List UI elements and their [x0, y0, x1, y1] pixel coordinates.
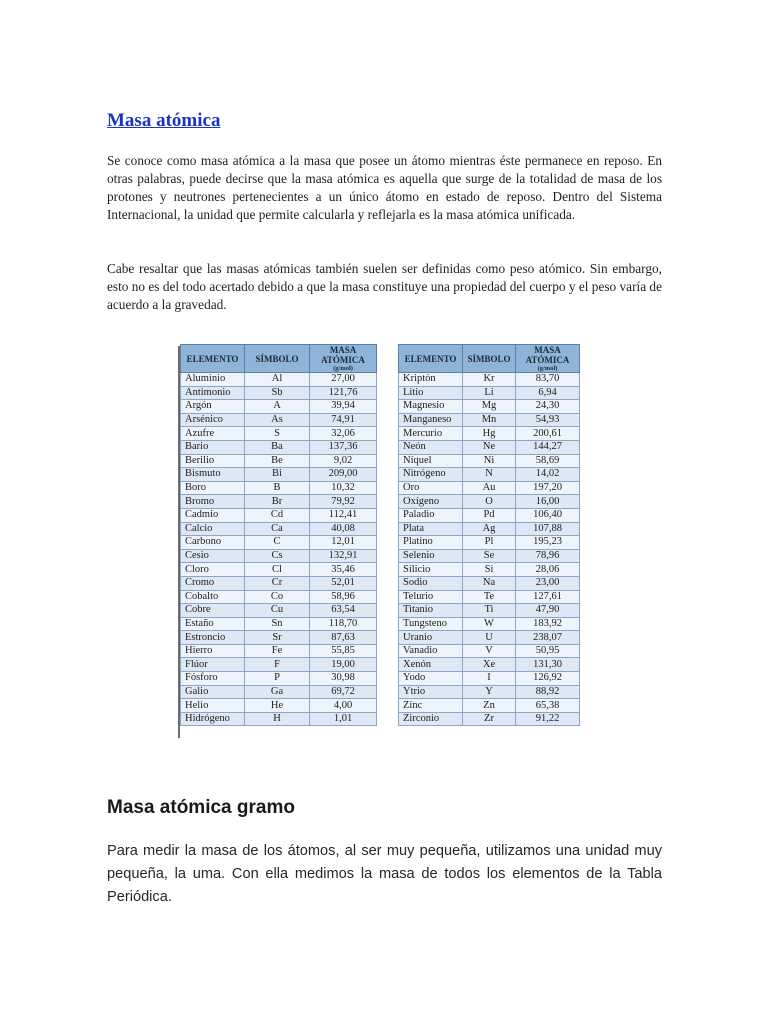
table-row — [399, 604, 580, 618]
atomic-mass-cell: 52,01 — [310, 576, 377, 590]
header-mass-label: MASA ATÓMICA — [321, 345, 365, 365]
element-name-cell: Calcio — [181, 522, 245, 536]
element-symbol-cell: V — [463, 644, 516, 658]
atomic-mass-cell: 121,76 — [310, 386, 377, 400]
table-row — [399, 508, 580, 522]
element-name-cell: Cadmio — [181, 508, 245, 522]
element-name-cell: Paladio — [399, 508, 463, 522]
table-row — [399, 563, 580, 577]
table-row — [399, 522, 580, 536]
table-row — [181, 427, 377, 441]
element-name-cell: Níquel — [399, 454, 463, 468]
element-name-cell: Cobre — [181, 604, 245, 618]
atomic-mass-cell: 238,07 — [516, 631, 580, 645]
element-name-cell: Zinc — [399, 699, 463, 713]
table-row — [181, 386, 377, 400]
table-row — [181, 400, 377, 414]
element-name-cell: Arsénico — [181, 413, 245, 427]
element-symbol-cell: Pl — [463, 536, 516, 550]
atomic-mass-cell: 39,94 — [310, 400, 377, 414]
element-name-cell: Bismuto — [181, 468, 245, 482]
table-row — [399, 658, 580, 672]
element-symbol-cell: Ga — [245, 685, 310, 699]
element-symbol-cell: Ni — [463, 454, 516, 468]
table-row — [399, 495, 580, 509]
element-symbol-cell: Ti — [463, 604, 516, 618]
table-row — [181, 373, 377, 387]
table-row — [399, 631, 580, 645]
section-title-link[interactable]: Masa atómica — [107, 110, 221, 131]
table-row — [399, 427, 580, 441]
element-name-cell: Cobalto — [181, 590, 245, 604]
table-row — [181, 576, 377, 590]
table-row — [181, 549, 377, 563]
element-name-cell: Hierro — [181, 644, 245, 658]
atomic-mass-cell: 87,63 — [310, 631, 377, 645]
atomic-mass-cell: 28,06 — [516, 563, 580, 577]
table-row — [181, 672, 377, 686]
atomic-mass-cell: 12,01 — [310, 536, 377, 550]
element-name-cell: Carbono — [181, 536, 245, 550]
element-name-cell: Nitrógeno — [399, 468, 463, 482]
table-row — [181, 631, 377, 645]
header-symbol: SÍMBOLO — [463, 345, 516, 373]
element-name-cell: Uranio — [399, 631, 463, 645]
element-symbol-cell: Cl — [245, 563, 310, 577]
table-row — [399, 590, 580, 604]
element-symbol-cell: Cs — [245, 549, 310, 563]
element-name-cell: Oxígeno — [399, 495, 463, 509]
table-row — [399, 440, 580, 454]
element-name-cell: Silicio — [399, 563, 463, 577]
element-symbol-cell: B — [245, 481, 310, 495]
element-symbol-cell: Cd — [245, 508, 310, 522]
atomic-mass-cell: 47,90 — [516, 604, 580, 618]
atomic-mass-cell: 23,00 — [516, 576, 580, 590]
header-mass — [516, 345, 580, 373]
table-row — [399, 576, 580, 590]
element-symbol-cell: U — [463, 631, 516, 645]
element-name-cell: Estroncio — [181, 631, 245, 645]
atomic-mass-cell: 69,72 — [310, 685, 377, 699]
section-heading: Masa atómica gramo — [107, 797, 295, 818]
atomic-mass-cell: 10,32 — [310, 481, 377, 495]
element-symbol-cell: Mg — [463, 400, 516, 414]
element-symbol-cell: Co — [245, 590, 310, 604]
element-symbol-cell: A — [245, 400, 310, 414]
atomic-mass-cell: 83,70 — [516, 373, 580, 387]
table-row — [399, 699, 580, 713]
element-name-cell: Antimonio — [181, 386, 245, 400]
element-symbol-cell: Xe — [463, 658, 516, 672]
element-name-cell: Bromo — [181, 495, 245, 509]
table-row — [181, 658, 377, 672]
element-symbol-cell: Sr — [245, 631, 310, 645]
element-symbol-cell: O — [463, 495, 516, 509]
table-row — [181, 604, 377, 618]
atomic-mass-cell: 50,95 — [516, 644, 580, 658]
atomic-mass-cell: 126,92 — [516, 672, 580, 686]
element-symbol-cell: Au — [463, 481, 516, 495]
element-name-cell: Selenio — [399, 549, 463, 563]
table-row — [399, 400, 580, 414]
element-symbol-cell: Ag — [463, 522, 516, 536]
atomic-mass-cell: 6,94 — [516, 386, 580, 400]
element-symbol-cell: Ca — [245, 522, 310, 536]
atomic-mass-cell: 118,70 — [310, 617, 377, 631]
element-name-cell: Manganeso — [399, 413, 463, 427]
table-row — [181, 699, 377, 713]
atomic-mass-cell: 32,06 — [310, 427, 377, 441]
header-mass-label: MASA ATÓMICA — [525, 345, 570, 365]
atomic-mass-cell: 58,69 — [516, 454, 580, 468]
element-name-cell: Magnesio — [399, 400, 463, 414]
element-symbol-cell: H — [245, 712, 310, 726]
header-symbol: SÍMBOLO — [245, 345, 310, 373]
atomic-mass-cell: 137,36 — [310, 440, 377, 454]
element-name-cell: Zirconio — [399, 712, 463, 726]
element-symbol-cell: Be — [245, 454, 310, 468]
atomic-mass-cell: 209,00 — [310, 468, 377, 482]
element-symbol-cell: W — [463, 617, 516, 631]
element-name-cell: Neón — [399, 440, 463, 454]
atomic-mass-cell: 9,02 — [310, 454, 377, 468]
atomic-mass-table-left — [180, 344, 377, 726]
element-name-cell: Vanadio — [399, 644, 463, 658]
element-name-cell: Estaño — [181, 617, 245, 631]
table-row — [399, 413, 580, 427]
element-symbol-cell: Ne — [463, 440, 516, 454]
element-symbol-cell: Cr — [245, 576, 310, 590]
atomic-mass-cell: 63,54 — [310, 604, 377, 618]
element-symbol-cell: S — [245, 427, 310, 441]
element-name-cell: Boro — [181, 481, 245, 495]
element-name-cell: Platino — [399, 536, 463, 550]
atomic-mass-cell: 35,46 — [310, 563, 377, 577]
table-row — [399, 644, 580, 658]
atomic-mass-cell: 183,92 — [516, 617, 580, 631]
table-row — [399, 536, 580, 550]
table-row — [181, 454, 377, 468]
atomic-mass-cell: 58,96 — [310, 590, 377, 604]
element-name-cell: Mercurio — [399, 427, 463, 441]
element-name-cell: Aluminio — [181, 373, 245, 387]
uma-paragraph: Para medir la masa de los átomos, al ser muy pequeña, utilizamos una unidad muy pequeña, la uma. Con ella medimos la masa de todos los elementos de la Tabla Periódica. — [107, 843, 662, 905]
element-symbol-cell: He — [245, 699, 310, 713]
header-element: ELEMENTO — [181, 345, 245, 373]
table-row — [181, 563, 377, 577]
table-row — [181, 685, 377, 699]
atomic-mass-cell: 79,92 — [310, 495, 377, 509]
atomic-mass-cell: 55,85 — [310, 644, 377, 658]
atomic-mass-cell: 24,30 — [516, 400, 580, 414]
element-symbol-cell: Ba — [245, 440, 310, 454]
table-row — [181, 536, 377, 550]
element-name-cell: Xenón — [399, 658, 463, 672]
atomic-mass-cell: 91,22 — [516, 712, 580, 726]
element-symbol-cell: Al — [245, 373, 310, 387]
table-row — [181, 522, 377, 536]
element-symbol-cell: Mn — [463, 413, 516, 427]
element-symbol-cell: As — [245, 413, 310, 427]
note-paragraph: Cabe resaltar que las masas atómicas también suelen ser definidas como peso atómico. Sin embargo, esto no es del todo acertado debido a que la masa constituye una propiedad del cuerpo y el peso varía de acuerdo a la gravedad. — [107, 261, 662, 312]
table-row — [399, 386, 580, 400]
atomic-mass-cell: 195,23 — [516, 536, 580, 550]
element-name-cell: Kriptón — [399, 373, 463, 387]
element-name-cell: Berilio — [181, 454, 245, 468]
atomic-mass-table-right — [398, 344, 580, 726]
element-symbol-cell: I — [463, 672, 516, 686]
header-mass-unit: (g/mol) — [333, 365, 353, 372]
element-name-cell: Ytrio — [399, 685, 463, 699]
table-header-row — [399, 345, 580, 373]
table-row — [399, 685, 580, 699]
element-symbol-cell: Y — [463, 685, 516, 699]
atomic-mass-cell: 88,92 — [516, 685, 580, 699]
element-symbol-cell: Pd — [463, 508, 516, 522]
table-row — [399, 468, 580, 482]
atomic-mass-cell: 78,96 — [516, 549, 580, 563]
element-name-cell: Oro — [399, 481, 463, 495]
element-symbol-cell: Te — [463, 590, 516, 604]
table-row — [181, 495, 377, 509]
element-symbol-cell: Li — [463, 386, 516, 400]
table-body-right — [399, 373, 580, 726]
element-name-cell: Plata — [399, 522, 463, 536]
atomic-mass-cell: 106,40 — [516, 508, 580, 522]
element-name-cell: Telurio — [399, 590, 463, 604]
element-name-cell: Fósforo — [181, 672, 245, 686]
element-symbol-cell: Na — [463, 576, 516, 590]
table-row — [181, 712, 377, 726]
table-row — [181, 468, 377, 482]
element-symbol-cell: Zn — [463, 699, 516, 713]
element-name-cell: Tungsteno — [399, 617, 463, 631]
table-row — [181, 644, 377, 658]
element-symbol-cell: N — [463, 468, 516, 482]
atomic-mass-cell: 27,00 — [310, 373, 377, 387]
atomic-mass-cell: 131,30 — [516, 658, 580, 672]
table-row — [399, 454, 580, 468]
element-symbol-cell: Se — [463, 549, 516, 563]
atomic-mass-cell: 132,91 — [310, 549, 377, 563]
atomic-mass-cell: 19,00 — [310, 658, 377, 672]
header-mass-unit: (g/mol) — [537, 365, 558, 372]
atomic-mass-cell: 74,91 — [310, 413, 377, 427]
table-row — [181, 508, 377, 522]
element-symbol-cell: Cu — [245, 604, 310, 618]
table-body-left — [181, 373, 377, 726]
atomic-mass-cell: 200,61 — [516, 427, 580, 441]
element-symbol-cell: Hg — [463, 427, 516, 441]
table-row — [399, 549, 580, 563]
element-name-cell: Sodio — [399, 576, 463, 590]
table-row — [399, 481, 580, 495]
element-symbol-cell: Si — [463, 563, 516, 577]
element-symbol-cell: Br — [245, 495, 310, 509]
atomic-mass-cell: 65,38 — [516, 699, 580, 713]
atomic-mass-cell: 127,61 — [516, 590, 580, 604]
table-row — [399, 672, 580, 686]
element-name-cell: Galio — [181, 685, 245, 699]
atomic-mass-cell: 107,88 — [516, 522, 580, 536]
element-name-cell: Cromo — [181, 576, 245, 590]
element-name-cell: Bario — [181, 440, 245, 454]
atomic-mass-cell: 40,08 — [310, 522, 377, 536]
element-name-cell: Helio — [181, 699, 245, 713]
element-symbol-cell: Bi — [245, 468, 310, 482]
element-symbol-cell: Fe — [245, 644, 310, 658]
table-row — [399, 373, 580, 387]
element-symbol-cell: Kr — [463, 373, 516, 387]
atomic-mass-cell: 112,41 — [310, 508, 377, 522]
table-row — [181, 413, 377, 427]
element-name-cell: Argón — [181, 400, 245, 414]
atomic-mass-cell: 16,00 — [516, 495, 580, 509]
header-element: ELEMENTO — [399, 345, 463, 373]
element-symbol-cell: Sb — [245, 386, 310, 400]
table-row — [181, 481, 377, 495]
table-row — [181, 590, 377, 604]
table-row — [181, 617, 377, 631]
element-name-cell: Flúor — [181, 658, 245, 672]
atomic-mass-cell: 197,20 — [516, 481, 580, 495]
element-name-cell: Litio — [399, 386, 463, 400]
element-name-cell: Hidrógeno — [181, 712, 245, 726]
table-row — [399, 712, 580, 726]
table-row — [181, 440, 377, 454]
element-name-cell: Cloro — [181, 563, 245, 577]
element-name-cell: Cesio — [181, 549, 245, 563]
atomic-mass-cell: 4,00 — [310, 699, 377, 713]
atomic-mass-cell: 54,93 — [516, 413, 580, 427]
table-header-row — [181, 345, 377, 373]
element-symbol-cell: P — [245, 672, 310, 686]
element-name-cell: Yodo — [399, 672, 463, 686]
atomic-mass-cell: 30,98 — [310, 672, 377, 686]
element-symbol-cell: C — [245, 536, 310, 550]
element-name-cell: Azufre — [181, 427, 245, 441]
atomic-mass-cell: 14,02 — [516, 468, 580, 482]
atomic-mass-cell: 1,01 — [310, 712, 377, 726]
element-symbol-cell: F — [245, 658, 310, 672]
element-symbol-cell: Sn — [245, 617, 310, 631]
intro-paragraph: Se conoce como masa atómica a la masa que posee un átomo mientras éste permanece en reposo. En otras palabras, puede decirse que la masa atómica es aquella que surge de la totalidad de masa de los protones y neutrones pertenecientes a un único átomo en estado de reposo. Dentro del Sistema Internacional, la unidad que permite calcularla y reflejarla es la masa atómica unificada. — [107, 153, 662, 222]
atomic-mass-cell: 144,27 — [516, 440, 580, 454]
element-name-cell: Titanio — [399, 604, 463, 618]
header-mass — [310, 345, 377, 373]
element-symbol-cell: Zr — [463, 712, 516, 726]
table-row — [399, 617, 580, 631]
